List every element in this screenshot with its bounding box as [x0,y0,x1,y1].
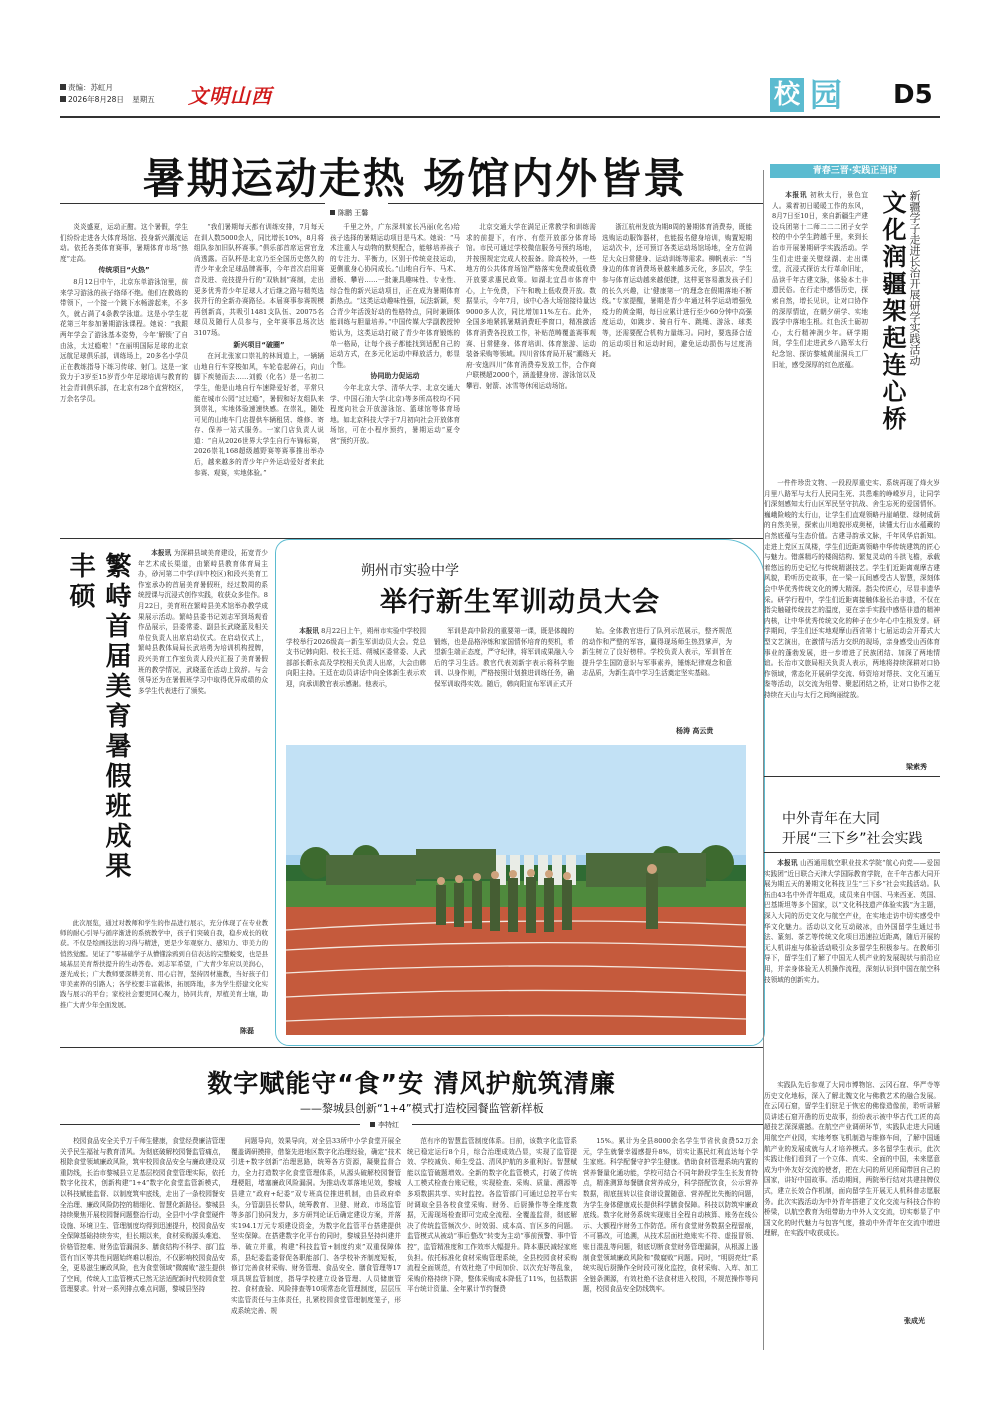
bottom-text-3: 范有序的智慧监管制度体系。目前，该数字化监管系统已稳定运行8个月，综合治理成效凸显，实现了监管提效、学校减负、师生受益、清风护航的多重利好。智慧赋能以监管破题增效。全新的数字化监管模式，打破了传统人工模式检查台账记账，实现检查、采购、质量、溯源等多项数据共享、实时监控。各监管部门可通过总控平台实时调取全县各校食堂采购、财务、后厨操作等全维度数据，无需现场检查即可完成全流程、全覆盖监督，彻底解决了传统监管频次少、时效弱、成本高、盲区多的问题。监管模式从被动“事后整改”转变为主动“事前预警、事中管控”，监管精准度和工作效率大幅提升。降本惠民减轻家庭负担。依托标准化食材采购管理系统，全县校园食材采购流程全面规范，有效杜绝了中间加价、以次充好等乱象，采购价格持续下降，整体采购成本降低了11%，包括数据平台统计资量、全年累计节约餐费 [407,1137,577,1294]
military-training-box [275,539,765,1046]
main-intro-paragraph: 炎炎盛夏，运动正酣。这个暑假，学生们纷纷走进各大体育场馆、投身新兴潮流运动。依托各类体育赛事，暑期体育市场“热度”走高。 [60,223,188,263]
box-text-3: 始。全体教官进行了队列示范展示，整齐规范的动作和严整的军容，赢得现场师生热烈掌声，为新生树立了良好榜样。学校负责人表示，军训旨在提升学生国防意识与军事素养，锤炼纪律观念和意志品质，为新生高中学习生活奠定坚实基础。 [582,627,732,678]
right-article-col-2 [764,478,940,760]
bottom-byline [370,1120,399,1130]
main-article-col-5 [602,222,752,534]
right-headline: 文化润疆架起连心桥 [878,190,906,433]
right-text-2: 一件件珍贵文物、一段段厚重史实、系统再现了烽火岁月里八路军与太行人民同生死、共患难的峥嵘岁月，让同学们深刻感知太行山区军民坚守抗战、舍生忘死的爱国情怀。巍峨险峻的太行山，让学生们直观领略丹崖峭壁、绿树成荫的自然美景，探索山川地貌形成奥秘，读懂太行山水蕴藏的自然底蕴与生态价值。古建寻韵承文脉，千年风华启新知。走进上党区五凤楼，学生们近距离领略中华传统建筑的匠心与魅力。错落精巧的楼阁结构、繁复灵动的斗拱飞檐，承载着悠远的历史记忆与传统精湛技艺。学生们近距离观摩古建风貌，聆听历史故事，在一梁一瓦间感受古人智慧，深刻体会中华优秀传统文化的博大精深。指尖传匠心，尽显非遗华采。研学行程中，学生们近距离接触体验长治非遗，不仅在指尖触碰传统技艺的温度，更在亲手实践中感悟非遗的精神内核，让中华优秀传统文化的种子在少年心中生根发芽。研学期间，学生们还实地观摩山西省第十七届运动会开幕式大型文艺演出，在激情与活力交织的现场，亲身感受山西体育事业的蓬勃发展，进一步增进了民族团结、加深了两地情谊。长治市文旅局相关负责人表示，两地将持续深耕对口协作领域，常态化开展研学交流、师资培对帮扶、文化互通互鉴等活动，以交流为纽带、聚起团结之桥，让对口协作之花持续在天山与太行之间绚丽绽放。 [764,479,940,699]
section-logo: 文明山西 [188,84,272,108]
box-headline: 举行新生军训动员大会 [380,587,660,618]
issue-date: 2026年8月28日 [68,95,124,104]
byline-marker-icon-2 [370,1122,375,1127]
main-headline: 暑期运动走热 场馆内外皆景 [142,154,688,203]
box-author: 杨涛 高云贵 [676,727,714,735]
left-feature-col-1 [138,548,268,918]
right-author-2: 张成光 [904,1317,925,1325]
left-feature-headline: 繁峙首届美育暑假班成果丰硕 [65,552,131,882]
editor-line [60,82,155,94]
box-text-1: 8月22日上午，朔州市实验中学校园学校举行2026级高一新生军训动员大会。党总支书记韩向阳、校长王廷、朔城区委常委、人武部部长靳永高及学校相关负责人出席，大会由韩向阳主持。王廷在动员讲话中向全体新生表示欢迎，向承训教官表示感谢。他表示， [286,627,426,688]
main-paragraph-6: 北京交通大学在满足正常教学和训练需求的前提下，有序、有偿开放部分体育场馆。市民可通过学校微信服务号预约场地，并按照规定完成人校报备。除高校外，一些地方的公共体育场馆严格落实免费或低收费开放要求惠民政策。如湖北宜昌市体育中心，上午免费，下午和晚上低收费开放。数据显示，今年7月，该中心各大场馆接待量达9000多人次，同比增加11%左右。此外，全国多地紧抓暑期消费旺季窗口，精准激活体育消费各投放工作，补贴范畴覆盖赛事观赛、日常健身、体育培训、体育旅游、运动装备采购等领域。四川省体育局开展“潮练天府·安逸四川”体育消费券发放工作，合作商户联模超2000个，涵盖健身房、游泳馆以及攀岩、射箭、冰雪等休闲运动场馆。 [466,223,596,390]
box-col-1 [286,626,426,736]
box-lead [286,626,426,690]
main-subhead-1: 传统项目“火热” [98,266,150,275]
right-column-separator [763,170,764,1350]
main-headline-rule [60,203,325,204]
main-headline-rule-right [388,203,763,204]
box-lead-tag: 本报讯 [299,627,319,635]
left-feature-lead [138,548,268,696]
left-feature-text-1: 为深耕县域美育建设，拓宽青少年艺术成长渠道，由繁峙县教育体育局主办，砂河第二中学(四中校区)和段兴美育工作室承办的首届美育暑假班，经过数周的系统授课与沉浸式创作实践，收获众多佳作。8月22日，美育班在繁峙县美术馆举办教学成果展示活动。繁峙县委书记刘志军到场观看作品展示，县委常委、副县长武晓蓝及相关单位负责人出席启动仪式。在启动仪式上，繁峙县教体局局长武培勇为培训机构授牌，段兴美育工作室负责人段兴汇报了美育暑假班的教学情况，武晓蓝在活动上致辞。与会领导还为在暑假班学习中取得优异成绩的众多学生代表进行了颁奖。 [138,549,268,695]
main-byline [330,208,368,218]
right-lead-tag: 本报讯 [785,191,808,199]
main-paragraph-4: 千里之外，广东深圳家长冯丽(化名)给孩子选择的暑期运动项目是马术。她说：“马术注重人与动物的默契配合，能够培养孩子的专注力、平衡力，区别于传统竞技运动，更侧重身心协同成长。”山地自行车、马术、滑板、攀岩……一批兼具趣味性、专业性、综合性的新兴运动项目，正在成为暑期体育新热点。“这类运动趣味性强，玩法新颖，契合青少年活泼好动的性格特点，同时兼顾体能训练与胆量培养。”中国传媒大学副教授钟贻认为，这类运动打破了青少年体育锻炼的单一格局，让每个孩子都能找到适配自己的运动方式，在多元化运动中释放活力，彰显个性。 [330,223,460,369]
right-text-1: 初秋太行，景色宜人。乘着初日暖暖工作的东风，8月7日至10日，来自新疆生产建设兵团第十二师二二二团子女学校的中小学生跨越千里，来到长治市开展暑期研学实践活动。学生们走进壶关壁绿湖、走出课堂，沉浸式探访太行革命旧址，品读千年古建文脉，体验本土非遗民俗。在行走中感悟历史，探索自然，增长见识，让对口协作的深厚情谊，在朝夕研学、实地践学中落地生根。红色沃土砺初心，太行精神润少年。研学期间，学生们走进武乡八路军太行纪念馆、探访黎城黄崖洞兵工厂旧址，感受深厚的红色底蕴。 [772,191,868,369]
right-divider [764,776,940,777]
page-number: D5 [893,80,933,110]
main-paragraph-1: 8月12日中午，北京东单游泳馆里，前来学习游泳的孩子络绎不绝。他们在教练的带领下，一个接一个跳下水畅游起来，不多久，就占满了4条教学泳道。这是小学生花花第三年参加暑期游泳课程。她说：“我跟两年学会了游泳基本姿势，今年‘解锁’了自由泳，太过瘾啦！”在丽明国际足球的北京远航足球俱乐部，训练场上，20多名小学员正在教练指导下练习传球、射门。这是一家致力于3岁至15岁青少年足球培训与教育的社会青训俱乐部，在北京有28个直营校区，万余名学员。 [60,277,188,403]
right-subtitle: 新疆学子走进长治开展研学实践活动 [908,190,921,366]
bottom-subhead: ——黎城县创新“1+4”模式打造校园餐监管新样板 [300,1102,544,1115]
right-section2-underline [764,852,940,853]
calendar-square-icon [60,96,66,102]
bottom-text-2: 问题导向，效果导向，对全县33所中小学食堂开展全覆盖调研摸排，借鉴先进地区数字化治理经验，确定“技术引进+数字创新”治理思路，统筹各方资源，凝聚监督合力，全力打造数字化食堂管理体系，从源头破解校园餐管理梗阻，堵塞廉政风险漏洞。为推动改革落地见效，黎城县建立“政府+纪委”双专班高位推进机制，由县政府牵头，分管副县长带队，统筹教育、卫健、财政、市场监管等多部门协同发力，多方研判论证后确定建设方案，并落实194.1万元专项建设资金，为数字化监管平台搭建提供坚实保障。在搭建数字化平台的同时，黎城县坚持纠建并举、破立并重，构建“科技监管+制度约束”双重保障体系，县纪委监委督促各职能部门、各学校补齐制度短板，修订完善食材采购、财务管理、食品安全、膳食管理等17项具规监管制度，指导学校建立设备管理、人员储康管控、食材查验、风险排查等10项常态化管理制度，层层压实监管责任与主体责任，扎紧校园食堂管理制度笼子，形成系统完善、规 [231,1137,401,1315]
bottom-text-1: 校园食品安全关乎万千师生健康，食堂经费廉洁管理关乎民生福祉与教育清风。为彻底破解校园餐监管痛点，根除食堂领域廉政风险，筑牢校园食品安全与廉政建设双重防线，长治市黎城县立足基层校园食堂管理实际，依托数字化技术，创新构建“1+4”数字化食堂监管新模式，以科技赋能监督、以制度筑牢底线，走出了一条校园餐安全治理、廉政风险防控的精细化、智慧化新路径。黎城县持续聚焦开展校园餐问题整治行动，全县中小学食堂硬件设施、环境卫生、管理制度均得到迅速提升，校园食品安全保障基础持续夯实，但长期以来，食材采购源头难追、价格管控难、财务监管漏洞多、膳食结构不科学、部门监管有盲区等共性问题始终难以根治，不仅影响校园食品安全，更易滋生廉政风险，也为食堂领域“微腐败”滋生提供了空间，传统人工监管模式已然无法适配新时代校园食堂管理要求。针对一系列排点难点问题，黎城县坚持 [60,1137,225,1294]
header-rule [60,116,940,118]
right-lead [772,190,868,370]
bottom-col-4 [583,1136,758,1346]
bottom-col-3 [407,1136,577,1346]
editor-name: 责编：苏虹月 [68,83,113,92]
box-col-2 [434,626,574,736]
bottom-byline-rule-left [60,1124,360,1125]
right-kicker: 青春三晋·实践正当时 [770,164,940,178]
bottom-headline: 数字赋能守“食”安 清风护航筑清廉 [207,1069,616,1098]
left-feature-author: 陈磊 [240,1027,254,1035]
main-article-col-3 [330,222,460,534]
right-section2-title-2: 开展“三下乡”社会实践 [782,831,923,847]
right-article-col-4 [764,1080,940,1312]
right-text-3: 山西通用航空职业技术学院“航心向党——爱国实践团”近日联合天津大学国际教育学院，在千年古都大同开展为期五天的暑期文化科技卫生“三下乡”社会实践活动。队伍由43名中外青年组成，成员来自中国、马来西亚、英国、巴基斯坦等多个国家，以“文化科技遗产体验实践”为主题，深入大同的历史文化与航空产业，在实地走访中切实感受中华文化魅力。活动以文化互动破冰，由外国留学生通过书法、篆刻、茶艺等传统文化项目迅速拉近距离，随后开展的无人机讲座与体验活动吸引众多留学生积极参与。在教师引导下，留学生们了解了中国无人机产业的发展现状与前沿应用，并亲身体验无人机操作流程，深刻认识到中国在航空科技领域的创新实力。 [764,859,940,984]
column-tag [770,78,880,114]
main-paragraph-3: 在河北张家口崇礼的林间道上，一辆辆山地自行车穿梭如风，车轮卷起碎石，向山脚下疾驰而去……刘毅（化名）是一名初二学生，他是山地自行车速降爱好者，平常只能在城市公园“过过瘾”，暑假和好友组队来到崇礼，实地体验速速快感。在崇礼，随处可见的山地车门店提供车辆租赁、维修、寄存、保养一站式服务。一家门店负责人说道：“自从2026世界大学生自行车锦标赛，2026崇礼168超级越野赛等赛事推出举办后，越来越多的青少年户外运动爱好者来此参赛、观赛，实地体验。” [194,352,324,477]
main-paragraph-7: 浙江杭州发放为期8周的暑期体育消费券，既能选购运动服饰器材，也能报名健身培训，购置短期运动次卡，还可预订各类运动场馆场地，全方位满足大众日常健身、运动训练等需求。柳帆表示：“当身边的体育消费场景越来越多元化，多层次，学生参与体育运动越来越便捷，这样更容易激发孩子们的长久兴趣，让‘健康第一’的理念在假期落地不断线。”专家提醒，暑期是青少年通过科学运动增强免疫力的黄金期，每日应累计进行至少60分钟中高强度运动，如跳步、骑自行车、跳绳、游泳、球类等，还需要配合机构力量练习。同时，要选择合适的运动项目和运动时间，避免运动损伤与过度消耗。 [602,223,752,359]
left-feature-col-2 [60,918,268,1023]
right-article-col-3 [764,858,940,1078]
right-article-col-1 [772,190,868,476]
issue-weekday: 星期五 [132,95,155,104]
main-subhead-3: 协同助力促运动 [370,372,420,381]
bottom-text-4: 15%。累计为全县8000余名学生节省伙食费52万余元，学生就餐幸福感提升8%，切实让惠民红利直达每个学生家庭。科学配餐守护学生健康。借助食材管理系统内置的营养餐量化通功能，学校可结合不同年龄段学生生长发育特点，精准测算每餐膳食营养成分，科学搭配饮食，公示营养数据，彻底扭转以往食谱设置随意、营养配比失衡的问题，为学生身体健康成长提供科学膳食保障。科技以防筑牢廉政底线。数字化财务系统实现账目全程自动核算、账务在线公示、大额程序财务工作防范。所有食堂财务数据全程留痕，不可篡改，可追溯，从技术层面杜绝账实不符、虚报冒领、账目混乱等问题，彻底切断食堂财务管理漏洞，从根源上遏制食堂领域廉政风险和“微腐败”问题。同时，“明厨亮灶”系统实现后厨操作全时段可视化监控，食材采购、入库、加工全链条溯源，有效杜绝不法食材进入校园，不规范操作等问题，校园食品安全防线筑牢。 [583,1137,758,1294]
right-author-1: 梁索秀 [906,763,927,771]
right-lead-2 [764,858,940,985]
box-text-2: 军训是高中阶段的重要第一课，既是体魄的锻炼，也是品格淬炼和家国情怀培育的契机，希望新生端正态度，严守纪律，将军训成果融入今后的学习生活。教官代表刘新宇表示将科学施训、以身作则，严格按照计划推进训练任务，确保军训取得实效。随后，韩向阳宣布军训正式开 [434,627,574,688]
left-feature-lead-tag: 本报讯 [151,549,172,557]
main-paragraph-2: “我们暑期每天都有训练安排，7月每天在训人数5000余人，同比增长10%，8月将组队参加旧队杯赛事。”俱乐部首席运营官龙尚透露。百队杯是北京乃至全国历史悠久的青少年业余足球品牌赛事，今年首次启用赛音及进、竞技提升行的“双轨制”赛制，走出更多优秀青少年足球人才后继之路与精英选拔并行的全新办赛路径。本届赛事参赛规模再创新高，共吸引1481支队伍、20075名球员及随行人员参与，全年赛事总场次达3107场。 [194,223,324,337]
byline-marker-icon [330,210,335,215]
right-section2-title-1: 中外青年在大同 [782,811,880,827]
main-article-col-4 [466,222,596,534]
right-text-4: 实践队先后参观了大同市博物馆、云冈石窟、华严寺等历史文化地标，深入了解北魏文化与佛教艺术的融合发展。在云冈石窟，留学生们驻足于恢宏的佛像造像前，聆听讲解员讲述石窟开凿的历史故事，纷纷表示被中华古代工匠的高超技艺深深震撼。在航空产业调研环节，实践队走进大同通用航空产业园，实地考察飞机制造与维修车间，了解中国通航产业的发展成就与人才培养模式。多名留学生表示，此次实践让他们看到了一个立体、真实、全面的中国，未来愿意成为中外友好交流的使者，把在大同的所见所闻带回自己的国家，讲好中国故事。活动期间，两院举行结对共建挂牌仪式，建立长效合作机制，面向留学生开展无人机科普志愿服务。此次实践活动为中外青年搭建了文化交流与科技合作的桥梁，以航空教育为纽带助力中外人文交流，切实彰显了中国文化的时代魅力与包容气度，推动中外青年在交流中增进理解，在实践中收获成长。 [764,1081,940,1238]
date-line [60,94,155,106]
main-article-col-2 [194,222,324,534]
main-article-col-1 [60,222,188,534]
box-kicker: 朔州市实验中学 [361,563,459,579]
left-feature-text-2: 此次展览，通过对教师和学生的作品进行展示，充分体现了在专业教师的耐心引导与循序渐进的系统教学中，孩子们突破自我，稳步成长的收获。不仅是绘画技法的习得与精进，更是少年观察力、感知力、审美力的悄然觉醒。见证了“零基础学子从懵懂涂鸦到自信表达的完整蜕变，也是县域基层美育帮扶提升的生动答卷。刘志军希望，广大青少年应以美润心，逐光成长；广大教师要深耕美育、用心启智，坚持因材施教，当好孩子们审美素养的引路人；各学校要丰富载体，拓展阵地，多为学生搭建文化实践与展示的平台；家校社会要更同心聚力，协同共育，厚植美育土壤，助推广大青少年全面发展。 [60,919,268,1009]
column-tag-char-1: 校 [770,78,804,112]
edit-square-icon [60,84,66,90]
bottom-col-1 [60,1136,225,1346]
bottom-byline-rule-right [412,1124,763,1125]
main-byline-text: 陈鹏 王馨 [338,209,369,217]
box-col-3 [582,626,732,726]
main-subhead-2: 新兴项目“破圈” [233,340,285,349]
bottom-col-2 [231,1136,401,1346]
military-training-photo [286,745,746,1035]
main-paragraph-5: 今年北京大学、清华大学、北京交通大学、中国石油大学(北京)等多所高校均不同程度向社会开放游泳馆、篮球馆等体育场地。如北京科技大学于7月初向社会开放体育场馆，可在小程序预约，暑期运动“夏令营”预约开放。 [330,383,460,445]
right-lead-tag-2: 本报讯 [777,859,798,867]
column-tag-char-2: 园 [809,76,842,114]
bottom-byline-text: 李特红 [378,1121,399,1129]
bottom-top-rule [60,1047,763,1048]
